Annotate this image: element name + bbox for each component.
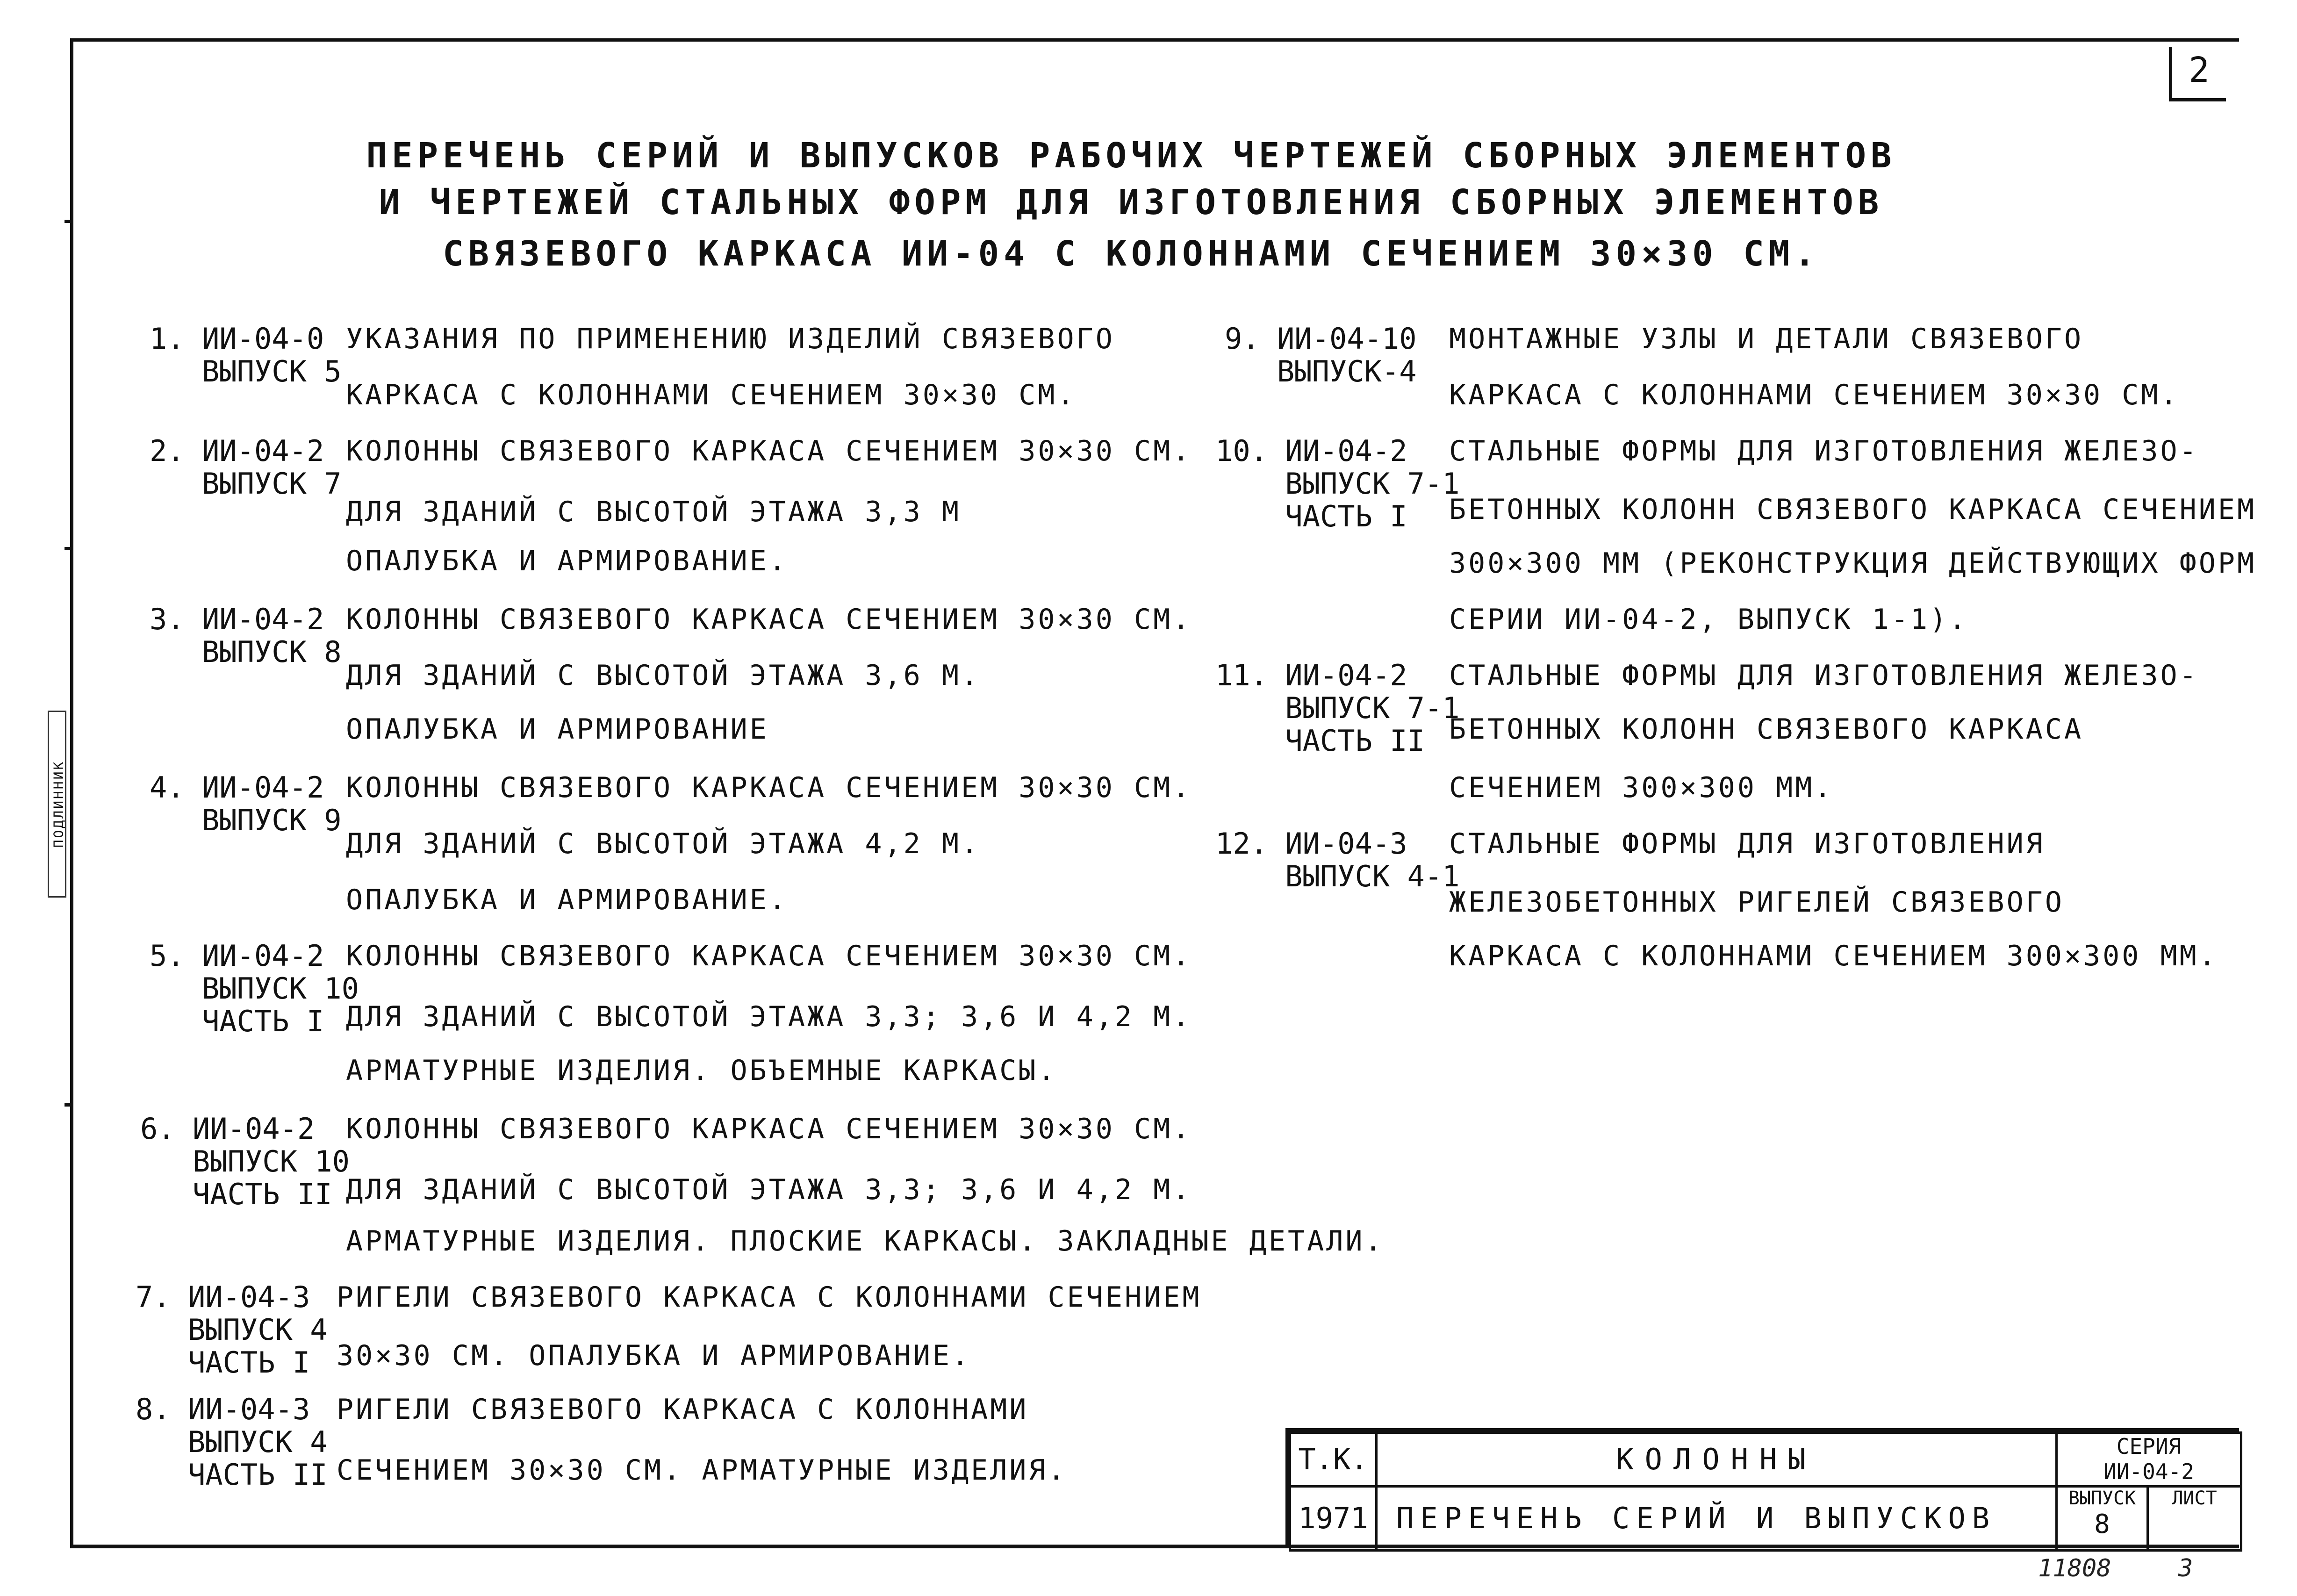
title-line-1: ПЕРЕЧЕНЬ СЕРИЙ И ВЫПУСКОВ РАБОЧИХ ЧЕРТЕЖЕЙ СБОРНЫХ ЭЛЕМЕНТОВ: [366, 136, 1896, 176]
stamp-series-value: ИИ-04-2: [2103, 1459, 2194, 1484]
entry-text-line: СЕЧЕНИЕМ 30×30 СМ. АРМАТУРНЫЕ ИЗДЕЛИЯ.: [337, 1454, 1067, 1487]
stamp-series-label: СЕРИЯ: [2116, 1434, 2182, 1459]
entry-number: 2. ИИ-04-2 ВЫПУСК 7: [150, 434, 342, 501]
side-stamp: [48, 711, 66, 898]
entry-text-line: ДЛЯ ЗДАНИЙ С ВЫСОТОЙ ЭТАЖА 3,3; 3,6 И 4,2 М.: [346, 1000, 1192, 1033]
margin-tick: [65, 547, 71, 550]
entry-number: 4. ИИ-04-2 ВЫПУСК 9: [150, 770, 342, 837]
stamp-issue-label: ВЫПУСК: [2068, 1488, 2136, 1509]
entry-number: 3. ИИ-04-2 ВЫПУСК 8: [150, 602, 342, 669]
stamp-issue-value: 8: [2094, 1509, 2110, 1539]
stamp-sheet-label: ЛИСТ: [2146, 1485, 2242, 1552]
entry-number: 1. ИИ-04-0 ВЫПУСК 5: [150, 322, 342, 388]
entry-number: 9. ИИ-04-10 ВЫПУСК-4: [1225, 322, 1417, 388]
entry-text-line: КОЛОННЫ СВЯЗЕВОГО КАРКАСА СЕЧЕНИЕМ 30×30 СМ.: [346, 771, 1192, 804]
entry-text-line: УКАЗАНИЯ ПО ПРИМЕНЕНИЮ ИЗДЕЛИЙ СВЯЗЕВОГО: [346, 323, 1115, 355]
entry-text-line: СТАЛЬНЫЕ ФОРМЫ ДЛЯ ИЗГОТОВЛЕНИЯ ЖЕЛЕЗО-: [1449, 435, 2199, 467]
side-stamp-text: ПОДЛИННИК: [50, 760, 66, 848]
margin-tick: [65, 1103, 71, 1107]
stamp-issue: [2055, 1485, 2149, 1552]
entry-number: 6. ИИ-04-2 ВЫПУСК 10 ЧАСТЬ II: [140, 1112, 350, 1211]
entry-number: 8. ИИ-04-3 ВЫПУСК 4 ЧАСТЬ II: [136, 1392, 328, 1492]
entry-text-line: ОПАЛУБКА И АРМИРОВАНИЕ.: [346, 884, 788, 916]
entry-number: 7. ИИ-04-3 ВЫПУСК 4 ЧАСТЬ I: [136, 1280, 328, 1380]
entry-text-line: КОЛОННЫ СВЯЗЕВОГО КАРКАСА СЕЧЕНИЕМ 30×30 СМ.: [346, 1113, 1192, 1145]
entry-text-line: ДЛЯ ЗДАНИЙ С ВЫСОТОЙ ЭТАЖА 3,6 М.: [346, 659, 981, 692]
entry-text-line: РИГЕЛИ СВЯЗЕВОГО КАРКАСА С КОЛОННАМИ СЕЧЕНИЕМ: [337, 1281, 1202, 1314]
entry-text-line: СТАЛЬНЫЕ ФОРМЫ ДЛЯ ИЗГОТОВЛЕНИЯ ЖЕЛЕЗО-: [1449, 659, 2199, 692]
entry-number: 5. ИИ-04-2 ВЫПУСК 10 ЧАСТЬ I: [150, 939, 359, 1038]
entry-text-line: КОЛОННЫ СВЯЗЕВОГО КАРКАСА СЕЧЕНИЕМ 30×30 СМ.: [346, 940, 1192, 972]
entry-text-line: КАРКАСА С КОЛОННАМИ СЕЧЕНИЕМ 30×30 СМ.: [346, 379, 1077, 411]
entry-text-line: ДЛЯ ЗДАНИЙ С ВЫСОТОЙ ЭТАЖА 3,3; 3,6 И 4,2 М.: [346, 1173, 1192, 1206]
entry-text-line: КОЛОННЫ СВЯЗЕВОГО КАРКАСА СЕЧЕНИЕМ 30×30 СМ.: [346, 435, 1192, 467]
stamp-year: 1971: [1289, 1485, 1378, 1552]
entry-text-line: СТАЛЬНЫЕ ФОРМЫ ДЛЯ ИЗГОТОВЛЕНИЯ: [1449, 827, 2045, 860]
inventory-number: 11808: [2038, 1554, 2111, 1582]
entry-text-line: ДЛЯ ЗДАНИЙ С ВЫСОТОЙ ЭТАЖА 3,3 М: [346, 496, 961, 528]
entry-text-line: АРМАТУРНЫЕ ИЗДЕЛИЯ. ПЛОСКИЕ КАРКАСЫ. ЗАКЛАДНЫЕ ДЕТАЛИ.: [346, 1225, 1384, 1258]
entry-text-line: АРМАТУРНЫЕ ИЗДЕЛИЯ. ОБЪЕМНЫЕ КАРКАСЫ.: [346, 1054, 1057, 1087]
stamp-name: КОЛОННЫ: [1375, 1431, 2058, 1488]
entry-text-line: СЕРИИ ИИ-04-2, ВЫПУСК 1-1).: [1449, 603, 1968, 636]
title-line-2: И ЧЕРТЕЖЕЙ СТАЛЬНЫХ ФОРМ ДЛЯ ИЗГОТОВЛЕНИЯ СБОРНЫХ ЭЛЕМЕНТОВ: [379, 182, 1884, 223]
sheet-number: 2: [2169, 47, 2226, 101]
title-block: [1285, 1428, 2239, 1548]
entry-text-line: КАРКАСА С КОЛОННАМИ СЕЧЕНИЕМ 30×30 СМ.: [1449, 379, 2180, 411]
entry-number: 12. ИИ-04-3 ВЫПУСК 4-1: [1215, 827, 1460, 893]
stamp-subtitle: ПЕРЕЧЕНЬ СЕРИЙ И ВЫПУСКОВ: [1375, 1485, 2058, 1552]
entry-text-line: МОНТАЖНЫЕ УЗЛЫ И ДЕТАЛИ СВЯЗЕВОГО: [1449, 323, 2084, 355]
entry-text-line: РИГЕЛИ СВЯЗЕВОГО КАРКАСА С КОЛОННАМИ: [337, 1393, 1029, 1426]
title-line-3: СВЯЗЕВОГО КАРКАСА ИИ-04 С КОЛОННАМИ СЕЧЕНИЕМ 30×30 СМ.: [443, 234, 1820, 274]
entry-text-line: БЕТОННЫХ КОЛОНН СВЯЗЕВОГО КАРКАСА СЕЧЕНИЕМ: [1449, 493, 2257, 526]
entry-text-line: ОПАЛУБКА И АРМИРОВАНИЕ: [346, 713, 769, 746]
entry-text-line: ДЛЯ ЗДАНИЙ С ВЫСОТОЙ ЭТАЖА 4,2 М.: [346, 827, 981, 860]
entry-number: 10. ИИ-04-2 ВЫПУСК 7-1 ЧАСТЬ I: [1215, 434, 1460, 533]
entry-text-line: КАРКАСА С КОЛОННАМИ СЕЧЕНИЕМ 300×300 ММ.: [1449, 940, 2218, 972]
stamp-series: [2055, 1431, 2242, 1488]
entry-text-line: 300×300 ММ (РЕКОНСТРУКЦИЯ ДЕЙСТВУЮЩИХ ФОРМ: [1449, 547, 2257, 580]
entry-number: 11. ИИ-04-2 ВЫПУСК 7-1 ЧАСТЬ II: [1215, 658, 1460, 758]
stamp-tk: Т.К.: [1289, 1431, 1378, 1488]
entry-text-line: 30×30 СМ. ОПАЛУБКА И АРМИРОВАНИЕ.: [337, 1339, 971, 1372]
entry-text-line: ЖЕЛЕЗОБЕТОННЫХ РИГЕЛЕЙ СВЯЗЕВОГО: [1449, 886, 2064, 919]
entry-text-line: СЕЧЕНИЕМ 300×300 ММ.: [1449, 771, 1834, 804]
entry-text-line: БЕТОННЫХ КОЛОНН СВЯЗЕВОГО КАРКАСА: [1449, 713, 2084, 746]
page-number: 3: [2178, 1554, 2193, 1582]
entry-text-line: КОЛОННЫ СВЯЗЕВОГО КАРКАСА СЕЧЕНИЕМ 30×30 СМ.: [346, 603, 1192, 636]
margin-tick: [65, 220, 71, 223]
entry-text-line: ОПАЛУБКА И АРМИРОВАНИЕ.: [346, 545, 788, 577]
